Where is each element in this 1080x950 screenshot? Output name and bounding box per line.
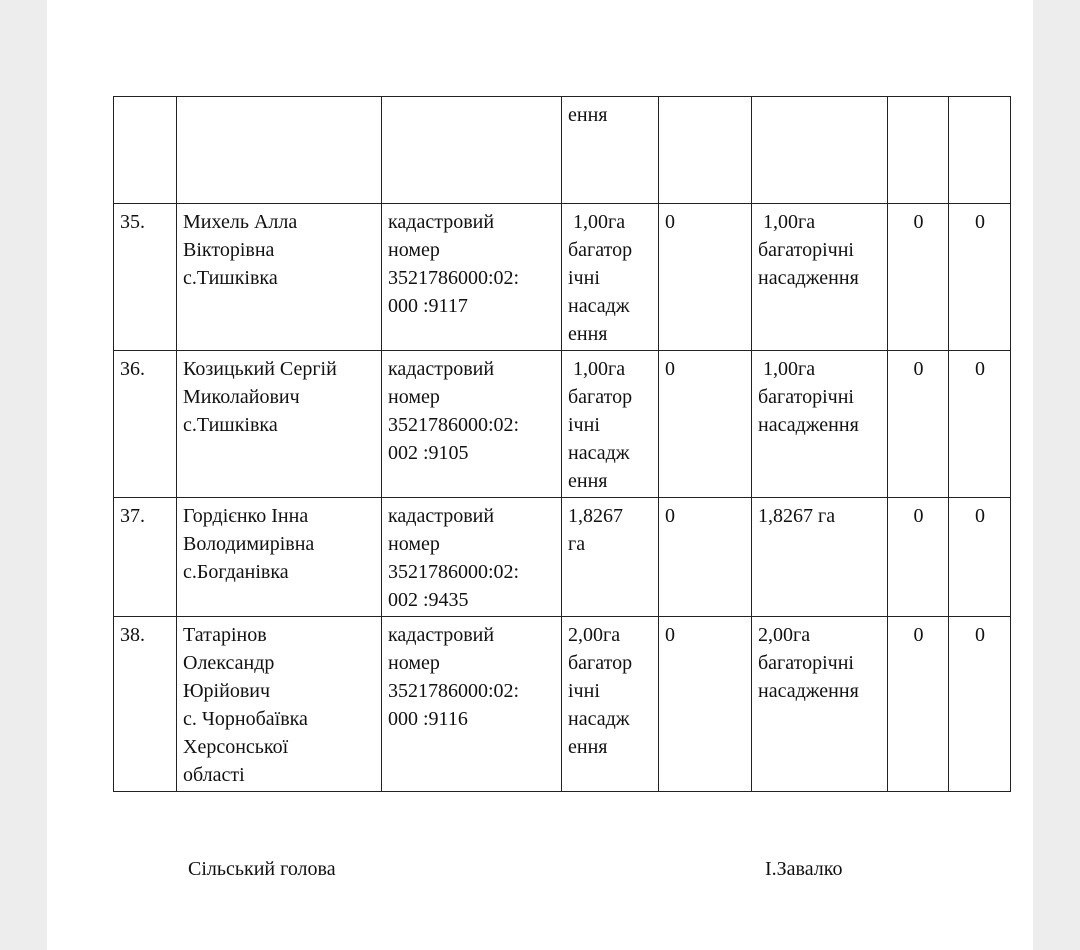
cell-name (177, 498, 382, 617)
cell-num: 37. (114, 498, 177, 617)
area-line: 1,00га (568, 211, 626, 233)
name-line: Юрійович (183, 680, 271, 702)
area2-line: 1,00га (758, 211, 816, 233)
area-line: ічні (568, 680, 600, 702)
cell-c7: 0 (949, 498, 1011, 617)
name-line: Олександр (183, 652, 275, 674)
cell-name (177, 97, 382, 204)
cadastre-line: номер (388, 652, 440, 674)
area2-line: 2,00га (758, 624, 811, 646)
cell-cadastre (382, 617, 562, 792)
name-line: с. Чорнобаївка (183, 708, 308, 730)
name-line: області (183, 764, 245, 786)
area-line: ення (568, 470, 608, 492)
cell-c6: 0 (888, 351, 949, 498)
name-line: Херсонської (183, 736, 289, 758)
name-line: с.Тишківка (183, 267, 278, 289)
cell-name (177, 617, 382, 792)
cell-num: 38. (114, 617, 177, 792)
cadastre-line: 002 :9105 (388, 442, 469, 464)
area-fragment: ення (568, 104, 608, 126)
cell-area (562, 97, 659, 204)
cell-c7: 0 (949, 617, 1011, 792)
cell-c7 (949, 97, 1011, 204)
area2-line: багаторічні (758, 386, 854, 408)
cadastre-line: номер (388, 533, 440, 555)
cell-num (114, 97, 177, 204)
area-line: ення (568, 736, 608, 758)
area-line: насадж (568, 708, 630, 730)
name-line: с.Тишківка (183, 414, 278, 436)
cadastre-line: кадастровий (388, 505, 495, 527)
area-line: 1,00га (568, 358, 626, 380)
cell-c6 (888, 97, 949, 204)
cell-area (562, 617, 659, 792)
cell-c4 (659, 97, 752, 204)
area2-line: насадження (758, 414, 859, 436)
cell-c4: 0 (659, 204, 752, 351)
cadastre-line: 3521786000:02: (388, 267, 520, 289)
area-line: багатор (568, 386, 633, 408)
cell-c4: 0 (659, 351, 752, 498)
cell-cadastre (382, 97, 562, 204)
area-line: багатор (568, 652, 633, 674)
name-line: с.Богданівка (183, 561, 289, 583)
area2-line: насадження (758, 680, 859, 702)
cell-c6: 0 (888, 617, 949, 792)
area2-line: багаторічні (758, 652, 854, 674)
cadastre-line: 002 :9435 (388, 589, 469, 611)
name-line: Миколайович (183, 386, 300, 408)
signature-name: І.Завалко (765, 858, 843, 880)
cadastre-line: кадастровий (388, 211, 495, 233)
area-line: га (568, 533, 586, 555)
area-line: насадж (568, 295, 630, 317)
cell-cadastre (382, 498, 562, 617)
name-line: Володимирівна (183, 533, 315, 555)
cell-cadastre (382, 204, 562, 351)
cell-c7: 0 (949, 204, 1011, 351)
area2-line: багаторічні (758, 239, 854, 261)
area-line: ення (568, 323, 608, 345)
signature-title: Сільський голова (188, 858, 336, 880)
cell-c6: 0 (888, 204, 949, 351)
cell-num: 36. (114, 351, 177, 498)
area-line: ічні (568, 414, 600, 436)
cadastre-line: 000 :9117 (388, 295, 468, 317)
table-row-continuation (114, 97, 1011, 204)
name-line: Козицький Сергій (183, 358, 337, 380)
cell-area2 (752, 351, 888, 498)
area-line: насадж (568, 442, 630, 464)
name-line: Михель Алла (183, 211, 298, 233)
cell-area2 (752, 498, 888, 617)
cadastre-line: кадастровий (388, 358, 495, 380)
area-line: 1,8267 (568, 505, 623, 527)
cadastre-line: 3521786000:02: (388, 414, 520, 436)
name-line: Гордієнко Інна (183, 505, 309, 527)
cell-c7: 0 (949, 351, 1011, 498)
cell-area2 (752, 97, 888, 204)
name-line: Вікторівна (183, 239, 275, 261)
cell-area2 (752, 204, 888, 351)
table-row (114, 617, 1011, 792)
area2-line: насадження (758, 267, 859, 289)
cell-c4: 0 (659, 617, 752, 792)
cadastre-line: номер (388, 386, 440, 408)
area-line: багатор (568, 239, 633, 261)
area2-line: 1,8267 га (758, 505, 836, 527)
table-row (114, 498, 1011, 617)
cell-num: 35. (114, 204, 177, 351)
cell-area (562, 498, 659, 617)
cell-area (562, 204, 659, 351)
area2-line: 1,00га (758, 358, 816, 380)
cadastre-line: 3521786000:02: (388, 680, 520, 702)
table-row (114, 204, 1011, 351)
cadastre-line: кадастровий (388, 624, 495, 646)
land-plots-table (113, 96, 1011, 792)
table-row (114, 351, 1011, 498)
cell-cadastre (382, 351, 562, 498)
cell-area (562, 351, 659, 498)
cadastre-line: 3521786000:02: (388, 561, 520, 583)
cadastre-line: 000 :9116 (388, 708, 468, 730)
cell-name (177, 351, 382, 498)
cadastre-line: номер (388, 239, 440, 261)
area-line: ічні (568, 267, 600, 289)
area-line: 2,00га (568, 624, 621, 646)
cell-c4: 0 (659, 498, 752, 617)
cell-area2 (752, 617, 888, 792)
cell-c6: 0 (888, 498, 949, 617)
name-line: Татарінов (183, 624, 267, 646)
cell-name (177, 204, 382, 351)
